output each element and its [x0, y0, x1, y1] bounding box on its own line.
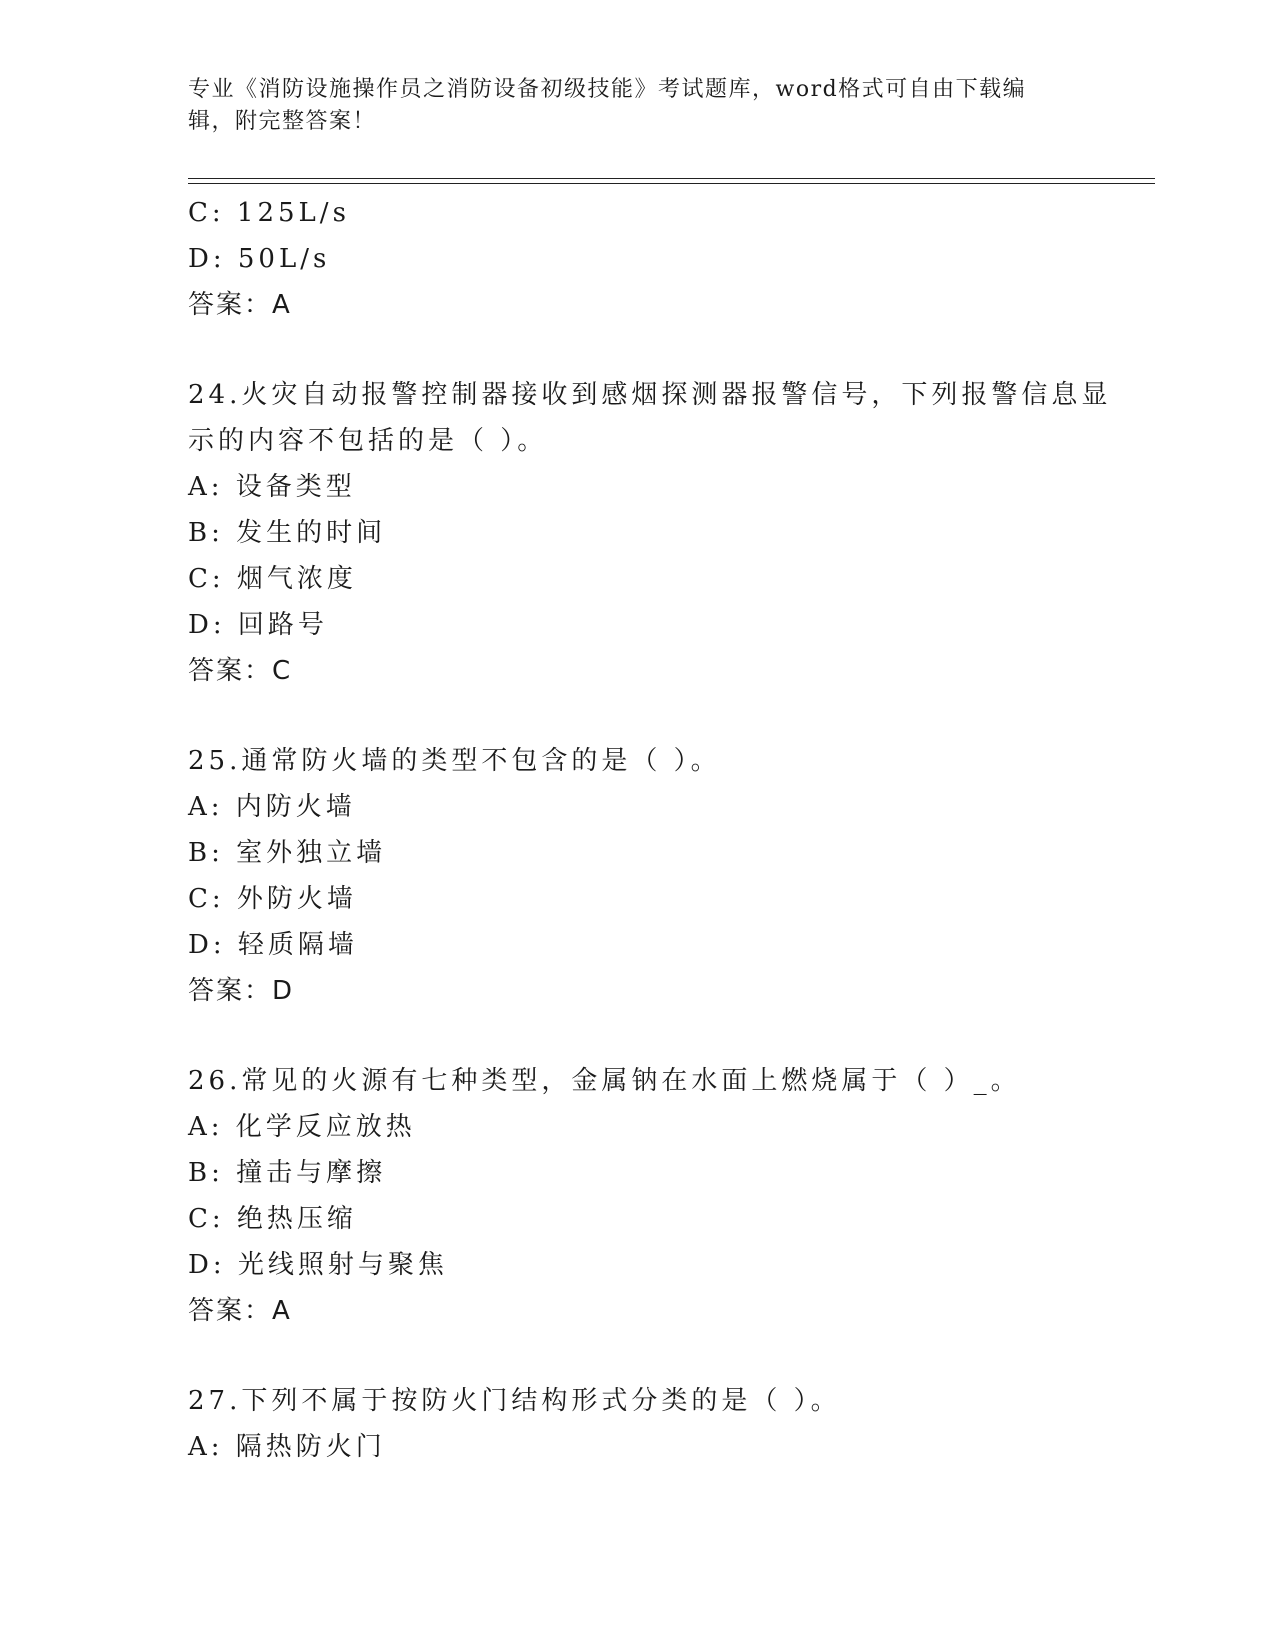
question-24	[188, 372, 1112, 694]
option-d: D: 回路号	[188, 610, 328, 640]
header-divider-bottom	[188, 183, 1155, 184]
question-stem: 27.下列不属于按防火门结构形式分类的是（ ）。	[188, 1386, 841, 1416]
spacer	[188, 1334, 1088, 1378]
question-stem-line-2: 示的内容不包括的是（ ）。	[188, 426, 548, 456]
option-c: C: 125L/s	[188, 198, 350, 228]
question-stem: 25.通常防火墙的类型不包含的是（ ）。	[188, 746, 721, 776]
question-27	[188, 1378, 1088, 1470]
option-b: B: 发生的时间	[188, 518, 387, 548]
spacer	[188, 694, 1088, 738]
answer: 答案：A	[188, 1296, 292, 1326]
answer: 答案：A	[188, 290, 292, 320]
option-a: A: 隔热防火门	[188, 1432, 386, 1462]
option-b: B: 撞击与摩擦	[188, 1158, 387, 1188]
question-26	[188, 1058, 1088, 1334]
option-b: B: 室外独立墙	[188, 838, 387, 868]
header-line-1: 专业《消防设施操作员之消防设备初级技能》考试题库，word格式可自由下载编	[188, 77, 1027, 102]
question-25	[188, 738, 1088, 1014]
question-stem-line-1: 24.火灾自动报警控制器接收到感烟探测器报警信号，下列报警信息显	[188, 380, 1112, 410]
answer: 答案：D	[188, 976, 295, 1006]
option-c: C: 烟气浓度	[188, 564, 357, 594]
question-list	[188, 190, 1112, 1470]
option-d: D: 轻质隔墙	[188, 930, 358, 960]
spacer	[188, 1014, 1088, 1058]
option-d: D: 光线照射与聚焦	[188, 1250, 448, 1280]
header-line-2: 辑，附完整答案！	[188, 109, 377, 134]
option-d: D: 50L/s	[188, 244, 331, 274]
question-23	[188, 190, 1088, 328]
header-divider-top	[188, 178, 1155, 179]
option-a: A: 设备类型	[188, 472, 356, 502]
document-header	[188, 74, 1068, 138]
spacer	[188, 328, 1088, 372]
option-a: A: 内防火墙	[188, 792, 356, 822]
answer: 答案：C	[188, 656, 293, 686]
option-c: C: 绝热压缩	[188, 1204, 357, 1234]
question-stem: 26.常见的火源有七种类型，金属钠在水面上燃烧属于（ ）_。	[188, 1066, 1021, 1096]
option-c: C: 外防火墙	[188, 884, 357, 914]
option-a: A: 化学反应放热	[188, 1112, 416, 1142]
